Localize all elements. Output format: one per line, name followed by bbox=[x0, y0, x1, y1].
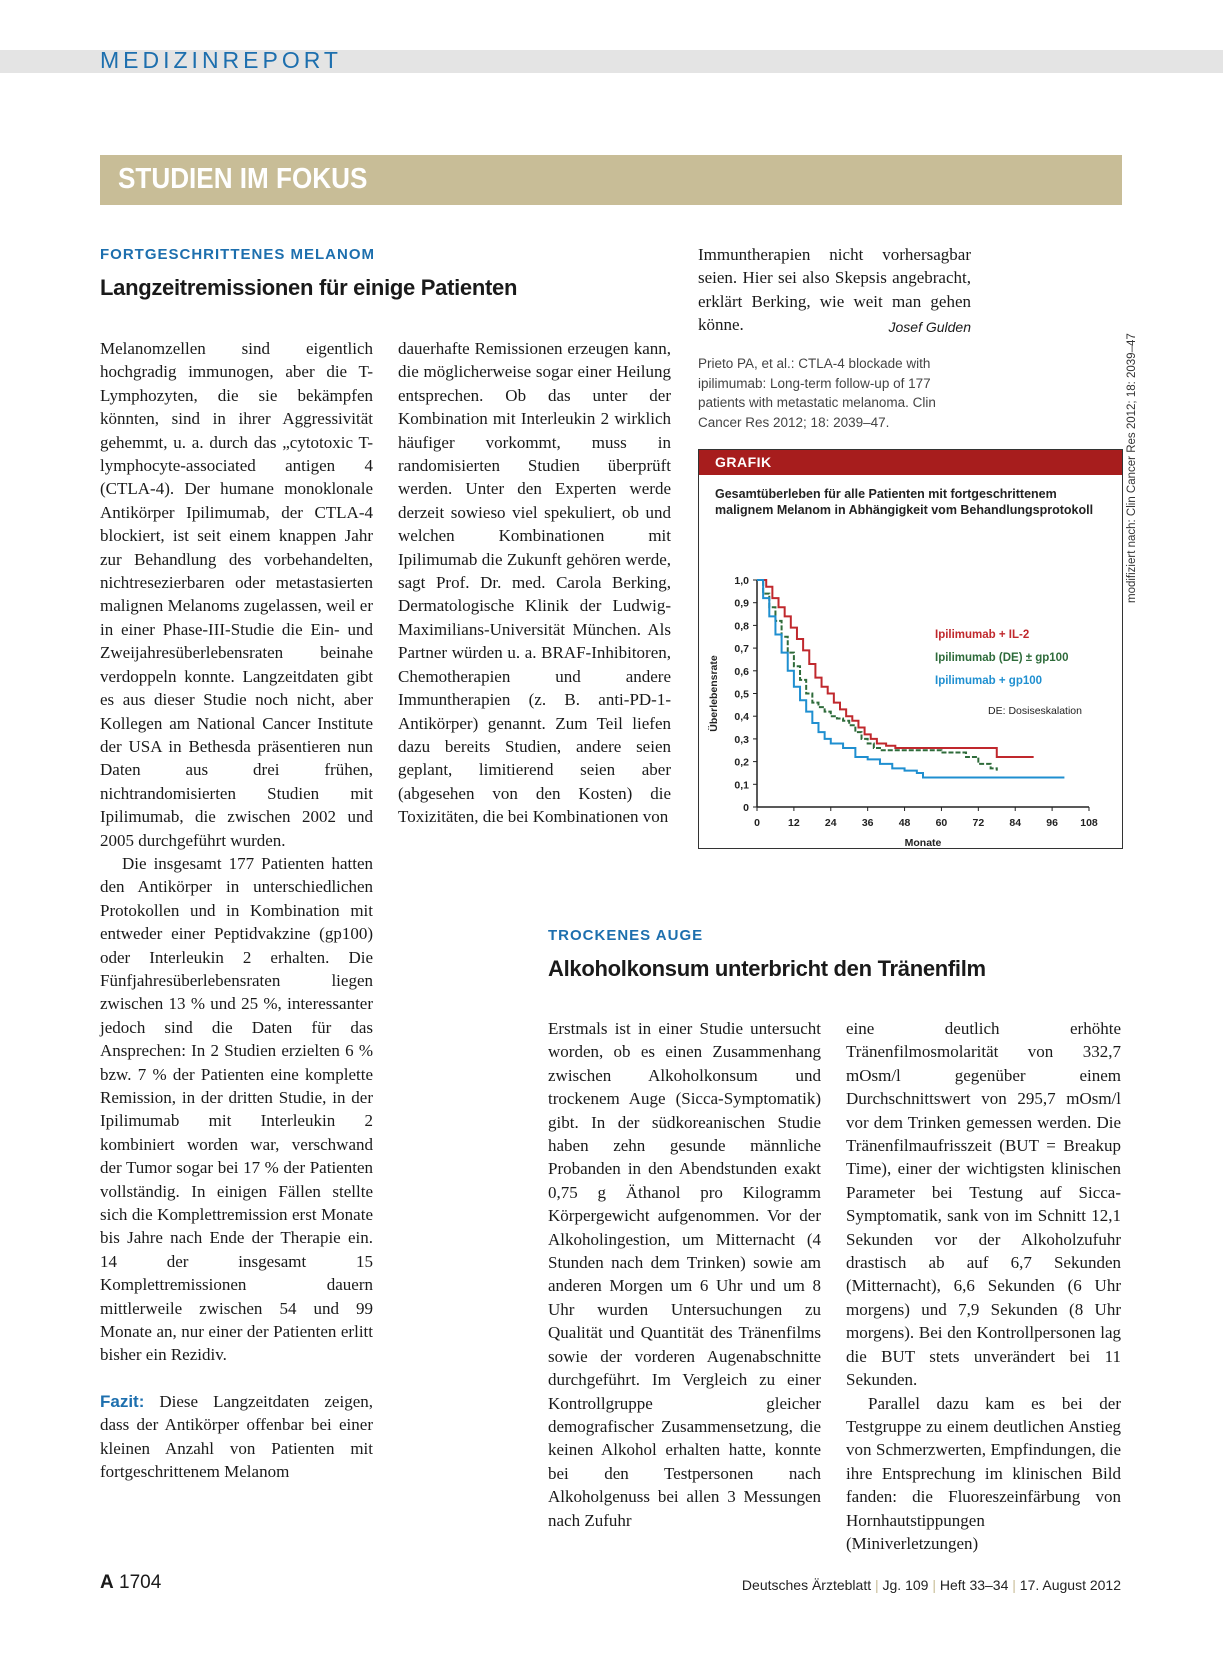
legend-entry: Ipilimumab + IL-2 bbox=[935, 629, 1030, 641]
figure-box bbox=[698, 449, 1123, 849]
article1-column-1 bbox=[100, 337, 373, 1484]
y-axis-label: Überlebensrate bbox=[708, 655, 720, 732]
journal-name: Deutsches Ärzteblatt bbox=[741, 1577, 872, 1593]
chart-note: DE: Dosiseskalation bbox=[988, 705, 1082, 717]
paragraph: eine deutlich erhöhte Tränenfilmosmolarität von 332,7 mOsm/l gegenüber einem Durchschnittswert von 295,7 mOsm/l vor dem Trinken gemessen werden. Die Tränenfilmaufrisszeit (BUT = Breakup Time), einer der wichtigsten klinischen Parameter bei Testung auf Sicca-Symptomatik, sank von im Schnitt 12,1 Sekunden vor der Alkoholzufuhr drastisch ab auf 6,7 Sekunden (Mitternacht), 6,6 Sekunden (6 Uhr morgens) und 7,9 Sekunden (8 Uhr morgens). Bei den Kontrollpersonen lag die BUT stets unverändert bei 11 Sekunden. bbox=[846, 1019, 1121, 1390]
y-tick-label: 0,1 bbox=[734, 779, 749, 792]
article2-headline: Alkoholkonsum unterbricht den Tränenfilm bbox=[548, 956, 986, 981]
y-tick-label: 0,7 bbox=[734, 643, 749, 656]
y-tick-label: 1,0 bbox=[734, 575, 749, 587]
x-tick-label: 48 bbox=[898, 817, 911, 829]
page-number-value: 1704 bbox=[119, 1572, 162, 1593]
y-tick-label: 0,9 bbox=[734, 597, 749, 610]
figure-label: GRAFIK bbox=[715, 454, 772, 470]
paragraph: Parallel dazu kam es bei der Testgruppe zu einem deutlichen Anstieg von Schmerzwerten, Empfindungen, die ihre Entsprechung im klinischen Bild fanden: die Fluoreszeinfärbung von Hornhautstippungen (Miniverletzungen) bbox=[846, 1393, 1121, 1553]
figure-header bbox=[699, 450, 1122, 475]
x-tick-label: 12 bbox=[788, 817, 800, 829]
fazit-paragraph bbox=[100, 1390, 373, 1484]
x-tick-label: 0 bbox=[754, 817, 760, 829]
x-tick-label: 60 bbox=[935, 817, 948, 829]
banner-title: STUDIEN IM FOKUS bbox=[118, 163, 368, 195]
journal-issue: Heft 33–34 bbox=[939, 1577, 1009, 1593]
y-tick-label: 0,8 bbox=[734, 620, 749, 633]
survival-chart bbox=[699, 530, 1122, 848]
paragraph: Die insgesamt 177 Patienten hatten den Antikörper in unterschiedlichen Protokollen und in Kombination mit entweder einer Peptidvakzine (gp100) oder Interleukin 2 erhalten. Die Fünfjahresüberlebensraten liegen zwischen 13 % und 25 %, interessanter jedoch sind die Daten für das Ansprechen: In 2 Studien erzielten 6 % bzw. 7 % der Patienten eine komplette Remission, in der dritten Studie, in der Ipilimumab mit Interleukin 2 kombiniert worden war, verschwand der Tumor sogar bei 17 % der Patienten vollständig. In einigen Fällen stellte sich die Komplettremission erst Monate bis Jahre nach Ende der Therapie ein. 14 der insgesamt 15 Komplettremissionen dauern mittlerweile zwischen 54 und 99 Monate an, nur einer der Patienten erlitt bisher ein Rezidiv. bbox=[100, 853, 373, 1365]
article2-column-1 bbox=[548, 1017, 821, 1532]
x-tick-label: 24 bbox=[824, 817, 837, 829]
journal-volume: Jg. 109 bbox=[882, 1577, 929, 1593]
legend-entry: Ipilimumab + gp100 bbox=[935, 675, 1043, 687]
paragraph-text: Immuntherapien nicht vorhersagbar seien. Hier sei also Skepsis angebracht, erklärt Berking, wie weit man gehen könne. bbox=[698, 245, 971, 335]
paragraph: dauerhafte Remissionen erzeugen kann, die möglicherweise sogar einer Heilung entsprechen. Ob das unter der Kombination mit Interleukin 2 wirklich häufiger vorkommt, muss in randomisierten Studien überprüft werden. Unter den Experten werde derzeit sowieso viel spekuliert, ob und welchen Kombinationen mit Ipilimumab die Zukunft gehören werde, sagt Prof. Dr. med. Carola Berking, Dermatologische Klinik der Ludwig-Maximilians-Universität München. Als Partner würden u. a. BRAF-Inhibitoren, Chemotherapien und andere Immuntherapien (z. B. anti-PD-1-Antikörper) genannt. Zum Teil liefen dazu bereits Studien, andere seien geplant, limitierend seien aber (abgesehen von den Kosten) die Toxizitäten, die bei Kombinationen von bbox=[398, 339, 671, 827]
section-banner bbox=[100, 155, 1122, 205]
page-number bbox=[100, 1572, 161, 1594]
y-tick-label: 0,2 bbox=[734, 756, 749, 769]
y-tick-label: 0,3 bbox=[734, 733, 749, 746]
x-axis-label: Monate bbox=[904, 837, 942, 848]
figure-title: Gesamtüberleben für alle Patienten mit fortgeschrittenem malignem Melanom in Abhängigkeit vom Behandlungsprotokoll bbox=[715, 487, 1094, 517]
article1-kicker: FORTGESCHRITTENES MELANOM bbox=[100, 246, 375, 263]
x-tick-label: 36 bbox=[861, 817, 874, 829]
figure-credit: modifiziert nach: Clin Cancer Res 2012; 18: 2039–47 bbox=[1126, 333, 1138, 603]
fazit-label: Fazit: bbox=[100, 1391, 145, 1411]
y-tick-label: 0,6 bbox=[734, 665, 749, 678]
y-tick-label: 0,5 bbox=[734, 688, 749, 701]
x-tick-label: 72 bbox=[972, 817, 985, 829]
x-tick-label: 108 bbox=[1080, 817, 1098, 829]
journal-date: 17. August 2012 bbox=[1019, 1577, 1121, 1593]
paragraph: Erstmals ist in einer Studie untersucht worden, ob es einen Zusammenhang zwischen Alkoholkonsum und trockenem Auge (Sicca-Symptomatik) gibt. In der südkoreanischen Studie haben zehn gesunde männliche Probanden in den Abendstunden exakt 0,75 g Äthanol pro Kilogramm Körpergewicht aufgenommen. Vor der Alkoholingestion, um Mitternacht (4 Stunden nach dem Trinken) sowie am anderen Morgen um 6 Uhr und um 8 Uhr wurden Untersuchungen zu Qualität und Quantität des Tränenfilms sowie der vorderen Augenabschnitte durchgeführt. Im Vergleich zu einer Kontrollgruppe gleicher demografischer Zusammensetzung, die keinen Alkohol erhalten hatte, konnte bei den Testpersonen nach Alkoholgenuss bei allen 3 Messungen nach Zufuhr bbox=[548, 1019, 821, 1530]
paragraph bbox=[698, 243, 971, 337]
legend-entry: Ipilimumab (DE) ± gp100 bbox=[935, 652, 1069, 664]
article1-headline: Langzeitremissionen für einige Patienten bbox=[100, 275, 518, 300]
article2-column-2 bbox=[846, 1017, 1121, 1555]
article1-column-2 bbox=[398, 337, 671, 829]
series-line bbox=[757, 580, 1034, 757]
x-tick-label: 84 bbox=[1009, 817, 1022, 829]
page-prefix: A bbox=[100, 1572, 114, 1593]
y-tick-label: 0,4 bbox=[734, 711, 749, 724]
article2-kicker: TROCKENES AUGE bbox=[548, 927, 704, 944]
footer-citation: Deutsches Ärzteblatt | Jg. 109 | Heft 33–34 | 17. August 2012 bbox=[741, 1577, 1121, 1593]
y-tick-label: 0 bbox=[743, 802, 749, 814]
fazit-text: Diese Langzeitdaten zeigen, dass der Antikörper offenbar bei einer kleinen Anzahl von Patienten mit fortgeschrittenem Melanom bbox=[100, 1391, 373, 1482]
article1-reference: Prieto PA, et al.: CTLA-4 blockade with ipilimumab: Long-term follow-up of 177 patients with metastatic melanoma. Clin Cancer Res 2012; 18: 2039–47. bbox=[698, 356, 936, 430]
author-name: Josef Gulden bbox=[888, 319, 971, 336]
x-tick-label: 96 bbox=[1046, 817, 1058, 829]
section-label: MEDIZINREPORT bbox=[100, 47, 342, 73]
paragraph: Melanomzellen sind eigentlich hochgradig immunogen, aber die T-Lymphozyten, die sie bekämpfen könnten, sind in ihrer Aggressivität gehemmt, u. a. durch das „cytotoxic T-lymphocyte-associated antigen 4 (CTLA-4). Der humane monoklonale Antikörper Ipilimumab, der CTLA-4 blockiert, ist seit einem knappen Jahr zur Behandlung des vorbehandelten, nichtresezierbaren oder metastasierten malignen Melanoms zugelassen, weil er in einer Phase-III-Studie die Ein- und Zweijahresüberlebensraten beinahe verdoppeln konnte. Langzeitdaten gibt es aus dieser Studie noch nicht, aber Kollegen am National Cancer Institute der USA in Bethesda präsentieren nun Daten aus drei frühen, nichtrandomisierten Studien mit Ipilimumab, die zwischen 2002 und 2005 durchgeführt wurden. bbox=[100, 339, 373, 850]
article1-column-3 bbox=[698, 243, 971, 340]
